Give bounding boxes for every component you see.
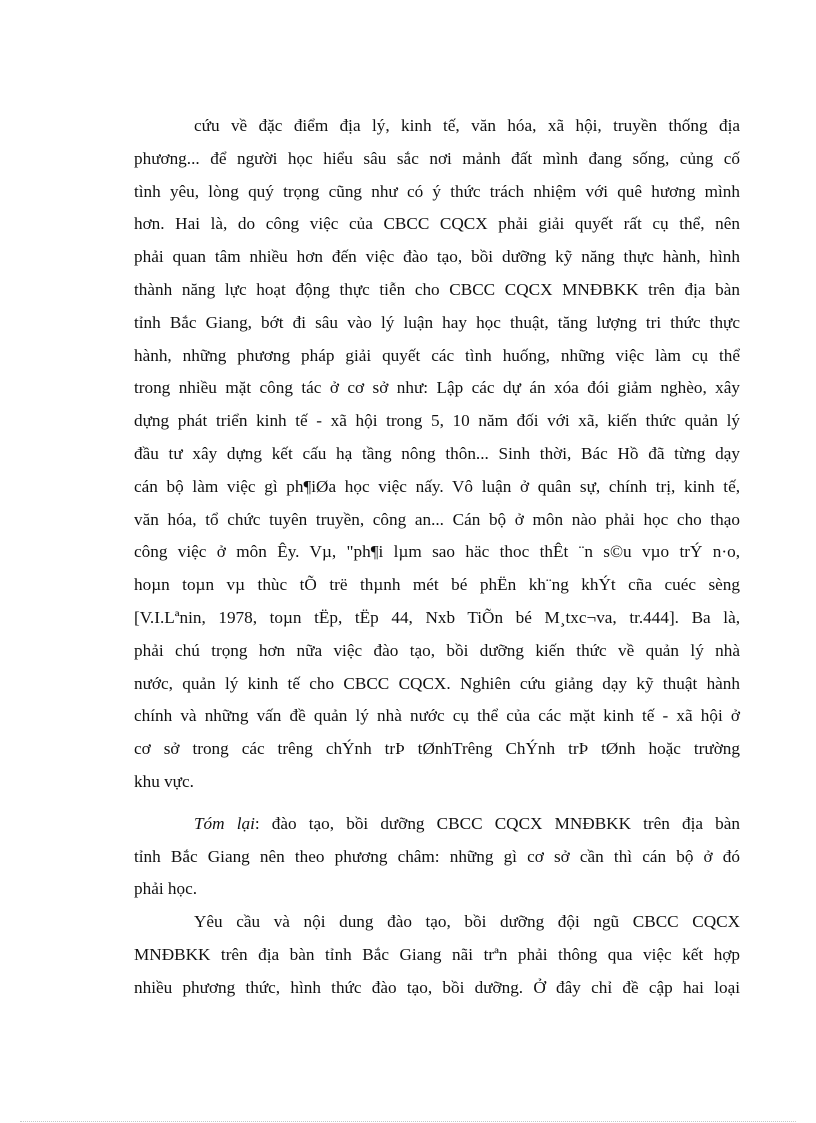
text-line: hoµn toµn vµ thùc tÕ trë thµnh mét bé phËn kh¨ng khÝt cña cuéc sèng	[134, 575, 740, 595]
text-line: cơ sở trong các trêng chÝnh trÞ tØnhTrêng ChÝnh trÞ tØnh hoặc trường	[134, 739, 740, 759]
text-line: khu vực.	[134, 771, 194, 791]
italic-lead: Tóm lại	[194, 813, 255, 833]
text-line: MNĐBKK trên địa bàn tỉnh Bắc Giang nãi trªn phải thông qua việc kết hợp	[134, 944, 740, 964]
text-line: tỉnh Bắc Giang nên theo phương châm: những gì cơ sở cần thì cán bộ ở đó	[134, 846, 740, 866]
page-bottom-rule	[20, 1121, 796, 1122]
text-line: phải học.	[134, 879, 198, 899]
text-line: cứu về đặc điểm địa lý, kinh tế, văn hóa, xã hội, truyền thống địa	[194, 116, 740, 135]
text-line: phương... để người học hiểu sâu sắc nơi mảnh đất mình đang sống, củng cố	[134, 148, 740, 168]
text-line: phải chú trọng hơn nữa việc đào tạo, bồi dưỡng kiến thức về quản lý nhà	[134, 640, 740, 660]
text-line: chính và những vấn đề quản lý nhà nước cụ thể của các mặt kinh tế - xã hội ở	[134, 706, 740, 726]
text-line: thành năng lực hoạt động thực tiễn cho CBCC CQCX MNĐBKK trên địa bàn	[134, 279, 740, 299]
text-line: trong nhiều mặt công tác ở cơ sở như: Lập các dự án xóa đói giảm nghèo, xây	[134, 378, 740, 398]
paragraph-3	[134, 906, 740, 1004]
text-line: đầu tư xây dựng kết cấu hạ tầng nông thôn... Sinh thời, Bác Hồ đã từng dạy	[134, 443, 740, 463]
text-line: phải quan tâm nhiều hơn đến việc đào tạo, bồi dưỡng kỹ năng thực hành, hình	[134, 247, 740, 267]
text-line: nhiều phương thức, hình thức đào tạo, bồi dưỡng. Ở đây chỉ đề cập hai loại	[134, 977, 740, 997]
text-line: tỉnh Bắc Giang, bớt đi sâu vào lý luận hay học thuật, tăng lượng tri thức thực	[134, 312, 740, 332]
text-line: tình yêu, lòng quý trọng cũng như có ý thức trách nhiệm với quê hương mình	[134, 181, 740, 201]
text-line: Yêu cầu và nội dung đào tạo, bồi dưỡng đội ngũ CBCC CQCX	[194, 912, 740, 932]
paragraph-1	[134, 110, 740, 799]
text-line: hành, những phương pháp giải quyết các tình huống, những việc làm cụ thể	[134, 345, 740, 365]
body-text	[134, 110, 740, 1005]
text-line: công việc ở môn Êy. Vµ, "ph¶i lµm sao häc thoc thÊt ¨n s©u vµo trÝ n·o,	[134, 542, 740, 562]
text-line: văn hóa, tổ chức tuyên truyền, công an... Cán bộ ở môn nào phải học cho thạo	[134, 509, 740, 529]
text-line: [V.I.Lªnin, 1978, toµn tËp, tËp 44, Nxb TiÕn bé M¸txc¬va, tr.444]. Ba là,	[134, 607, 740, 627]
text-line	[134, 808, 740, 841]
text-line: hơn. Hai là, do công việc của CBCC CQCX phải giải quyết rất cụ thể, nên	[134, 214, 740, 234]
paragraph-2	[134, 808, 740, 906]
text-line: dựng phát triển kinh tế - xã hội trong 5, 10 năm đối với xã, kiến thức quản lý	[134, 411, 740, 431]
text-line: cán bộ làm việc gì ph¶iØa học việc nấy. Vô luận ở quân sự, chính trị, kinh tế,	[134, 476, 740, 496]
text-line: nước, quản lý kinh tế cho CBCC CQCX. Nghiên cứu giảng dạy kỹ thuật hành	[134, 673, 740, 693]
text-line-rest: : đào tạo, bồi dưỡng CBCC CQCX MNĐBKK trên địa bàn	[254, 813, 740, 833]
